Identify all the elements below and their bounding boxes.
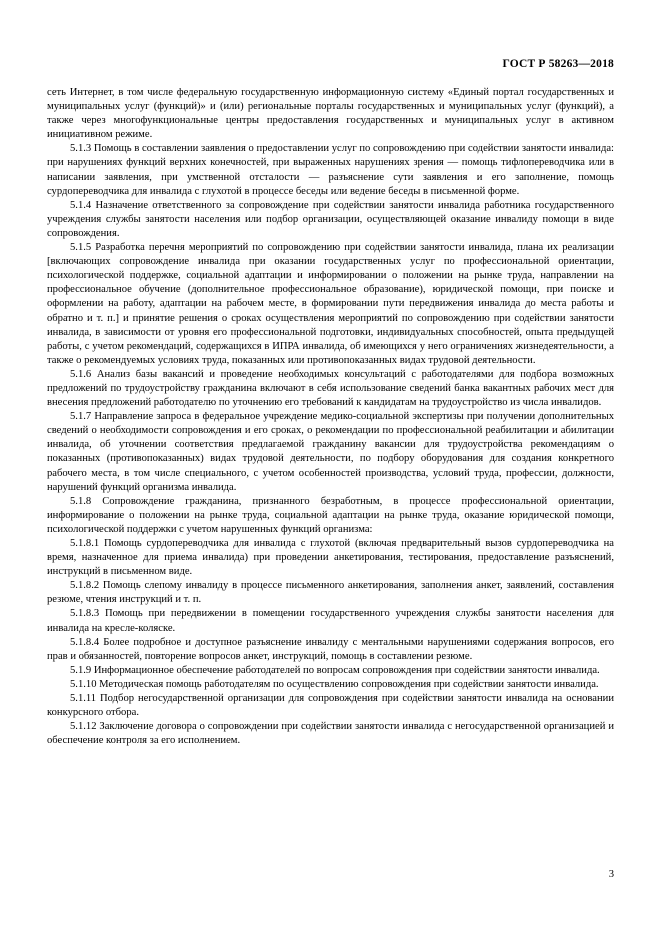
paragraph: 5.1.4 Назначение ответственного за сопровождение при содействии занятости инвалида работника государственного учреждения службы занятости населения или подбор организации, осуществляющей оказание инвалиду помощи в виде сопровождения. (47, 199, 614, 239)
paragraph: 5.1.8.3 Помощь при передвижении в помещении государственного учреждения службы занятости населения для инвалида на кресле-коляске. (47, 608, 614, 634)
paragraph: сеть Интернет, в том числе федеральную государственную информационную систему «Единый портал государственных и муниципальных услуг (функций)» и (или) региональные порталы государственных и муниципальных услуг (функций), а также через многофункциональные центры предоставления государственных и муниципальных услуг в активном инициативном режиме. (47, 87, 614, 141)
paragraph: 5.1.8.2 Помощь слепому инвалиду в процессе письменного анкетирования, заполнения анкет, заявлений, составления резюме, чтения инструкций и т. п. (47, 580, 614, 606)
page-number: 3 (608, 869, 614, 880)
paragraph: 5.1.8.4 Более подробное и доступное разъяснение инвалиду с ментальными нарушениями содержания вопросов, его прав и обязанностей, повторение вопросов анкет, инструкций, помощь в составлении резюме. (47, 636, 614, 662)
paragraph: 5.1.11 Подбор негосударственной организации для сопровождения при содействии занятости инвалида на основании конкурсного отбора. (47, 693, 614, 719)
paragraph: 5.1.3 Помощь в составлении заявления о предоставлении услуг по сопровождению при содействии занятости инвалида: при нарушениях функций верхних конечностей, при выраженных нарушениях зрения — помощь тифлопереводчика или в написании заявления, при умственной отсталости — разъяснение сути заявления и его заполнение, помощь сурдопереводчика для инвалида с глухотой в процессе беседы или ведение беседы в письменной форме. (47, 143, 614, 197)
paragraph: 5.1.6 Анализ базы вакансий и проведение необходимых консультаций с работодателями для подбора возможных предложений по трудоустройству гражданина включают в себя использование сведений банка вакантных рабочих мест для внесения предложений работодателю по уточнению его требований к кандидатам на трудоустройство из числа инвалидов. (47, 368, 614, 409)
standard-header: ГОСТ Р 58263—2018 (502, 58, 614, 70)
paragraph: 5.1.12 Заключение договора о сопровождении при содействии занятости инвалида с негосударственной организацией и обеспечение контроля за его исполнением. (47, 721, 614, 747)
paragraph: 5.1.8.1 Помощь сурдопереводчика для инвалида с глухотой (включая предварительный вызов сурдопереводчика на время, назначенное для приема инвалида) при проведении анкетирования, тестирования, предоставление разъяснений, инструкций в письменном виде. (47, 538, 614, 578)
document-body (47, 86, 614, 748)
paragraph: 5.1.9 Информационное обеспечение работодателей по вопросам сопровождения при содействии занятости инвалида. (70, 664, 600, 676)
paragraph: 5.1.10 Методическая помощь работодателям по осуществлению сопровождения при содействии занятости инвалида. (70, 678, 599, 690)
paragraph: 5.1.8 Сопровождение гражданина, признанного безработным, в процессе профессиональной ориентации, информирование о положении на рынке труда, социальной адаптации на рынке труда, оказание юридической помощи, психологической поддержки с учетом нарушенных функций организма: (47, 495, 614, 535)
paragraph: 5.1.5 Разработка перечня мероприятий по сопровождению при содействии занятости инвалида, плана их реализации [включающих сопровождение инвалида при оказании государственных услуг по профессиональной ориентации, психологической поддержке, социальной адаптации и информировании о положении на рынке труда, направлении на профессиональное обучение (дополнительное профессиональное образование), юридической помощи, при поиске и оформлении на работу, адаптации на рабочем месте, в формировании пути передвижения инвалида до места работы и обратно и т. п.] и принятие решения о сроках осуществления мероприятий по сопровождению при содействии занятости инвалида, в зависимости от уровня его профессиональной подготовки, индивидуальных способностей, опыта предыдущей работы, с учетом рекомендаций, содержащихся в ИПРА инвалида, об имеющихся у него ограничениях жизнедеятельности, а также о рекомендуемых условиях труда, показанных или противопоказанных видах трудовой деятельности. (47, 242, 614, 366)
paragraph: 5.1.7 Направление запроса в федеральное учреждение медико-социальной экспертизы при получении дополнительных сведений о необходимости сопровождения и его сроках, о рекомендации по профессиональной реабилитации и абилитации инвалида, об уточнении соответствия предлагаемой гражданину вакансии для трудоустройства рекомендациям о показанных (противопоказанных) видах трудовой деятельности, по подбору оборудования для создания конкретного рабочего места, в том числе специального, с учетом особенностей производства, условий труда, профессии, должности, нарушений функций организма инвалида. (47, 411, 614, 493)
